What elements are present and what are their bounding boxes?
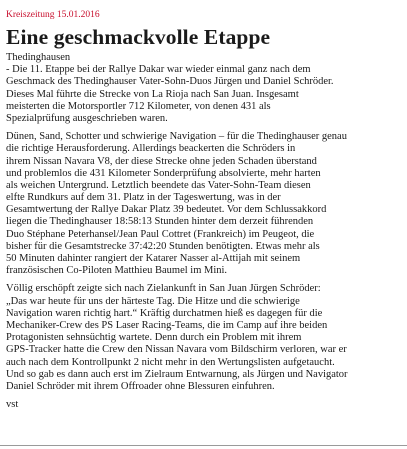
text-line: ihrem Nissan Navara V8, der diese Strecke ohne jeden Schaden überstand	[6, 155, 317, 167]
text-line: GPS-Tracker hatte die Crew den Nissan Navara vom Bildschirm verloren, war er	[6, 344, 347, 356]
text-line: Völlig erschöpft zeigte sich nach Zielankunft in San Juan Jürgen Schröder:	[6, 283, 321, 295]
text-line: französischen Co-Piloten Matthieu Baumel im Mini.	[6, 265, 228, 277]
text-line: Und so gab es dann auch erst im Zielraum Entwarnung, als Jürgen und Navigator	[6, 368, 348, 380]
text-line: Protagonisten sehnsüchtig wartete. Denn durch ein Problem mit ihrem	[6, 332, 302, 344]
text-line: Dieses Mal führte die Strecke von La Rioja nach San Juan. Insgesamt	[6, 88, 299, 100]
text-line: Gesamtwertung der Rallye Dakar Platz 39 bedeutet. Vor dem Schlussakkord	[6, 204, 327, 216]
text-line: und problemlos die 431 Kilometer Sonderprüfung absolvierte, mehr harten	[6, 167, 321, 179]
headline: Eine geschmackvolle Etappe	[6, 25, 271, 49]
text-line: Spezialprüfung ausgeschrieben waren.	[6, 112, 168, 124]
text-line: vst	[6, 399, 19, 411]
divider	[0, 445, 407, 446]
text-line: auch nach dem Kontrollpunkt 2 nicht mehr in den Wertungslisten aufgetaucht.	[6, 356, 335, 368]
text-line: „Das war heute für uns der härteste Tag. Die Hitze und die schwierige	[6, 295, 300, 307]
text-line: Dünen, Sand, Schotter und schwierige Navigation – für die Thedinghauser genau	[6, 131, 347, 143]
article-paragraph	[6, 399, 404, 411]
article-paragraph	[6, 52, 404, 125]
text-line: meisterten die Motorsportler 712 Kilometer, von denen 431 als	[6, 100, 271, 112]
text-line: die richtige Herausforderung. Allerdings beackerten die Schröders in	[6, 143, 296, 155]
article-paragraph	[6, 283, 404, 393]
text-line: Daniel Schröder mit ihrem Offroader ohne Blessuren einfuhren.	[6, 380, 275, 392]
text-line: elfte Rundkurs auf dem 31. Platz in der Tageswertung, was in der	[6, 192, 281, 204]
text-line: 50 Minuten dahinter rangiert der Katarer Nasser al-Attijah mit seinem	[6, 253, 301, 264]
text-line: liegen die Thedinghauser 18:58:13 Stunden hinter dem derzeit führenden	[6, 216, 314, 228]
source-line: Kreiszeitung 15.01.2016	[6, 10, 100, 20]
article-paragraph	[6, 131, 404, 277]
text-line: Mechaniker-Crew des PS Laser Racing-Teams, die im Camp auf ihre beiden	[6, 319, 328, 331]
text-line: Thedinghausen	[6, 52, 71, 63]
text-line: Navigation waren richtig hart.“ Kräftig durchatmen hieß es dagegen für die	[6, 307, 323, 319]
article-body	[6, 52, 404, 411]
text-line: Geschmack des Thedinghauser Vater-Sohn-Duos Jürgen und Daniel Schröder.	[6, 76, 334, 88]
text-line: - Die 11. Etappe bei der Rallye Dakar war wieder einmal ganz nach dem	[6, 64, 311, 76]
text-line: bisher für die Gesamtstrecke 37:42:20 Stunden benötigten. Etwas mehr als	[6, 240, 320, 252]
text-line: als weichen Untergrund. Letztlich beendete das Vater-Sohn-Team diesen	[6, 179, 311, 191]
text-line: Duo Stéphane Peterhansel/Jean Paul Cottret (Frankreich) im Peugeot, die	[6, 228, 315, 240]
